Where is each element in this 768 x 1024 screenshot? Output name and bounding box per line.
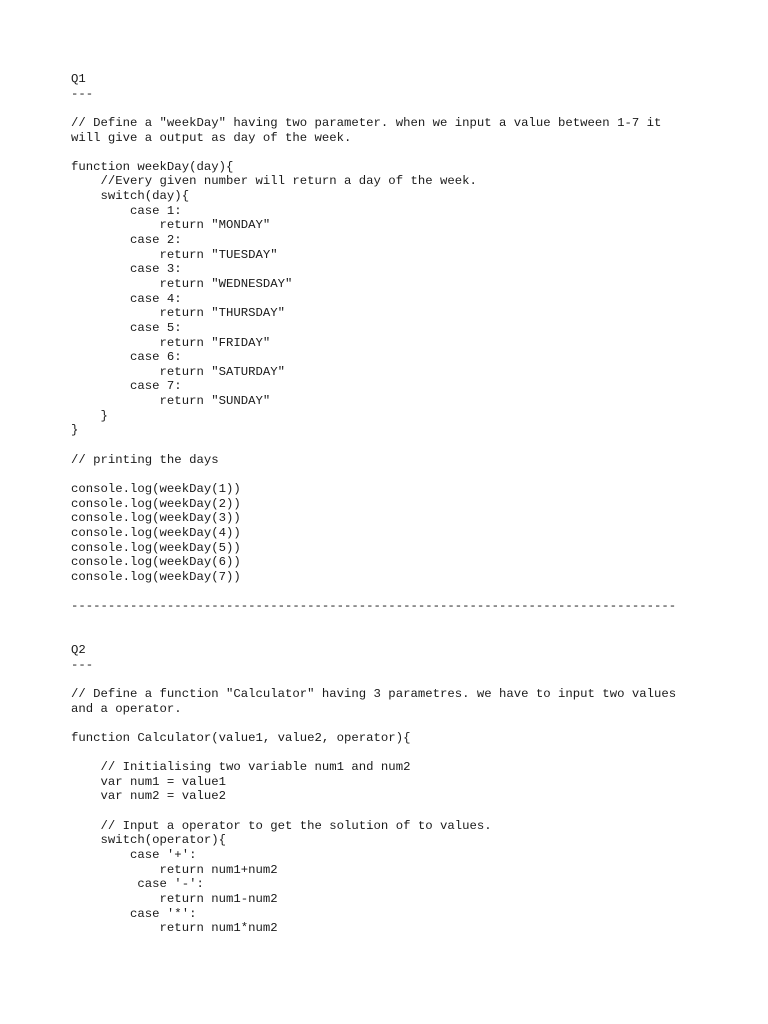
blank-line: [71, 438, 711, 453]
text-line: return "TUESDAY": [71, 247, 278, 262]
blank-line: [71, 467, 711, 482]
text-line: console.log(weekDay(6)): [71, 555, 241, 570]
blank-line: [71, 614, 711, 629]
text-line: case '+':: [71, 847, 197, 862]
document-page: [71, 72, 711, 936]
text-line: return "SUNDAY": [71, 394, 271, 409]
text-line: will give a output as day of the week.: [71, 130, 352, 145]
text-line: return "WEDNESDAY": [71, 276, 293, 291]
blank-line: [71, 716, 711, 731]
text-line: return num1*num2: [71, 921, 278, 936]
text-line: // printing the days: [71, 452, 219, 467]
text-line: case '-':: [71, 877, 204, 892]
text-line: // Input a operator to get the solution of to values.: [71, 818, 492, 833]
text-line: console.log(weekDay(1)): [71, 481, 241, 496]
text-line: // Initialising two variable num1 and num2: [71, 760, 411, 775]
text-line: Q1: [71, 72, 86, 86]
text-line: switch(day){: [71, 189, 190, 204]
text-line: }: [71, 423, 79, 438]
text-line: return "FRIDAY": [71, 335, 271, 350]
text-line: ---: [71, 86, 94, 101]
text-line: case 1:: [71, 203, 182, 218]
text-line: and a operator.: [71, 701, 182, 716]
text-line: ---: [71, 657, 94, 672]
text-line: Q2: [71, 642, 86, 657]
text-line: switch(operator){: [71, 833, 226, 848]
text-line: return "THURSDAY": [71, 306, 286, 321]
text-line: case '*':: [71, 906, 197, 921]
text-line: case 3:: [71, 262, 182, 277]
text-line: var num1 = value1: [71, 774, 226, 789]
text-line: var num2 = value2: [71, 789, 226, 804]
text-line: case 4:: [71, 291, 182, 306]
text-line: console.log(weekDay(4)): [71, 525, 241, 540]
text-line: function weekDay(day){: [71, 159, 234, 174]
text-line: return num1-num2: [71, 891, 278, 906]
text-line: console.log(weekDay(5)): [71, 540, 241, 555]
text-line: // Define a "weekDay" having two parameter. when we input a value between 1-7 it: [71, 115, 662, 130]
blank-line: [71, 804, 711, 819]
text-line: console.log(weekDay(3)): [71, 511, 241, 526]
blank-line: [71, 145, 711, 160]
text-line: return "MONDAY": [71, 218, 271, 233]
text-line: case 5:: [71, 320, 182, 335]
blank-line: [71, 101, 711, 116]
blank-line: [71, 745, 711, 760]
text-line: return "SATURDAY": [71, 364, 286, 379]
blank-line: [71, 584, 711, 599]
text-line: ----------------------------------------------------------------------------------: [71, 599, 677, 614]
text-line: }: [71, 408, 108, 423]
text-line: case 7:: [71, 379, 182, 394]
text-line: function Calculator(value1, value2, operator){: [71, 730, 411, 745]
text-line: return num1+num2: [71, 862, 278, 877]
text-line: console.log(weekDay(7)): [71, 569, 241, 584]
text-line: //Every given number will return a day of the week.: [71, 174, 477, 189]
text-line: case 2:: [71, 233, 182, 248]
text-line: case 6:: [71, 350, 182, 365]
blank-line: [71, 672, 711, 687]
text-line: console.log(weekDay(2)): [71, 496, 241, 511]
blank-line: [71, 628, 711, 643]
text-line: // Define a function "Calculator" having 3 parametres. we have to input two values: [71, 686, 677, 701]
